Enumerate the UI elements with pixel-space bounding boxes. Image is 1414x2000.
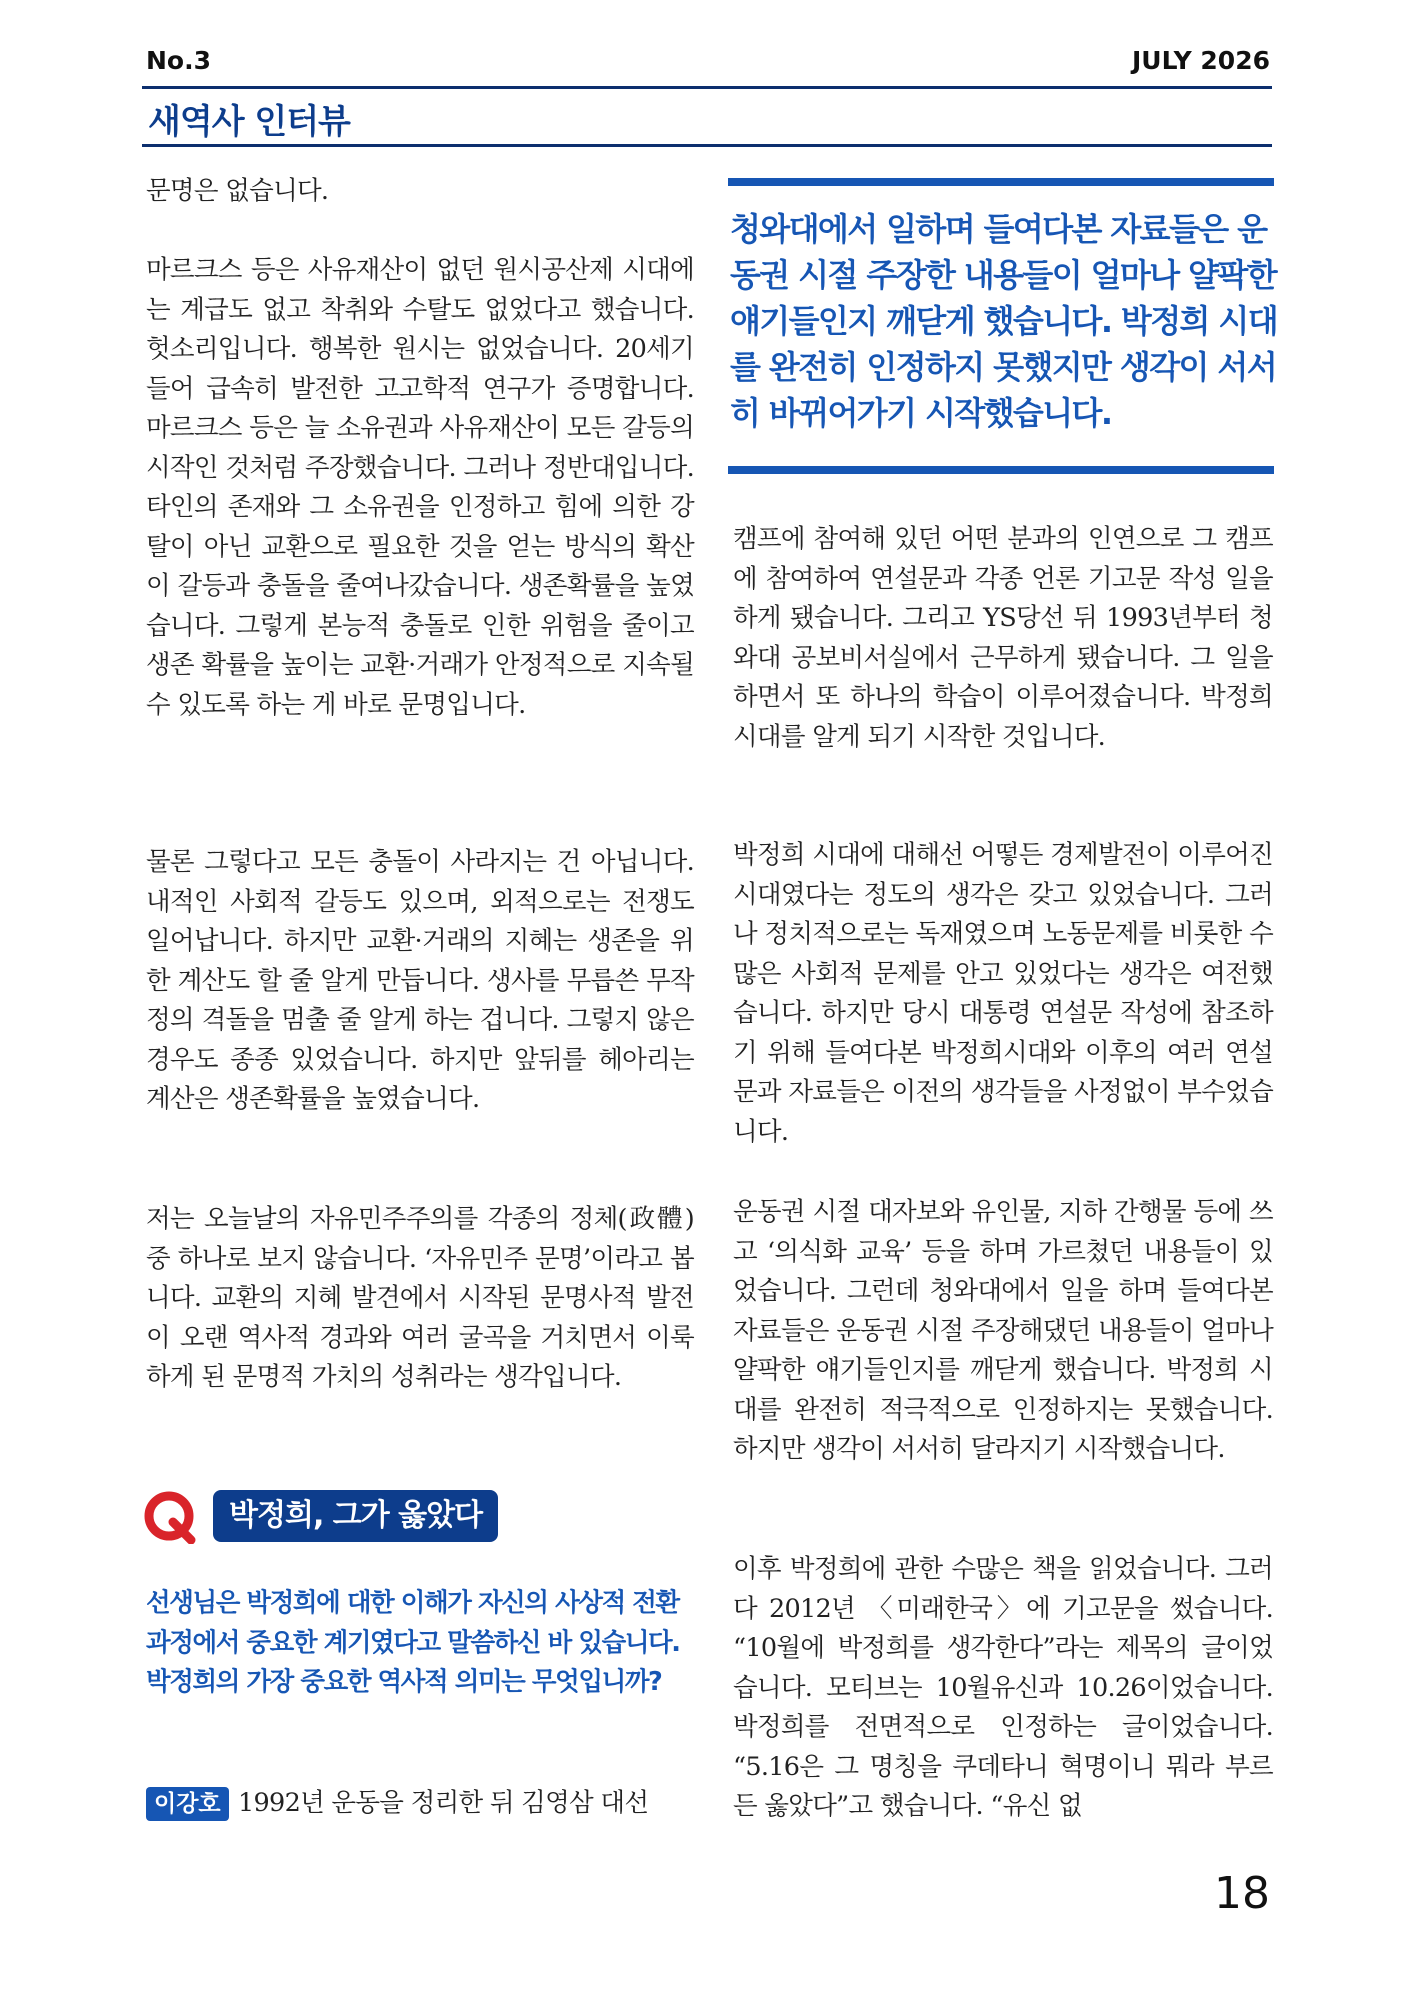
speaker-badge: 이강호 xyxy=(146,1787,229,1821)
question-heading: 박정희, 그가 옳았다 xyxy=(213,1490,498,1542)
left-paragraph-4: 저는 오늘날의 자유민주주의를 각종의 정체(政體) 중 하나로 보지 않습니다. ‘자유민주 문명’이라고 봅니다. 교환의 지혜 발견에서 시작된 문명사적 발전이 오랜 역사적 경과와 여러 굴곡을 거치면서 이룩하게 된 문명적 가치의 성취라는 생각입니다. xyxy=(146,1204,694,1392)
answer-text: 1992년 운동을 정리한 뒤 김영삼 대선 xyxy=(238,1788,649,1818)
left-paragraph-2: 마르크스 등은 사유재산이 없던 원시공산제 시대에는 계급도 없고 착취와 수탈도 없었다고 했습니다. 헛소리입니다. 행복한 원시는 없었습니다. 20세기 들어 급속히 발전한 고고학적 연구가 증명합니다. 마르크스 등은 늘 소유권과 사유재산이 모든 갈등의 시작인 것처럼 주장했습니다. 그러나 정반대입니다. 타인의 존재와 그 소유권을 인정하고 힘에 의한 강탈이 아닌 교환으로 필요한 것을 얻는 방식의 확산이 갈등과 충돌을 줄여나갔습니다. 생존확률을 높였습니다. 그렇게 본능적 충돌로 인한 위험을 줄이고 생존 확률을 높이는 교환·거래가 안정적으로 지속될 수 있도록 하는 게 바로 문명입니다. xyxy=(146,255,694,720)
section-rule xyxy=(142,144,1272,147)
left-paragraph-3: 물론 그렇다고 모든 충돌이 사라지는 건 아닙니다. 내적인 사회적 갈등도 있으며, 외적으로는 전쟁도 일어납니다. 하지만 교환·거래의 지혜는 생존을 위한 계산도 할 줄 알게 만듭니다. 생사를 무릅쓴 무작정의 격돌을 멈출 줄 알게 하는 겁니다. 그렇지 않은 경우도 종종 있었습니다. 하지만 앞뒤를 헤아리는 계산은 생존확률을 높였습니다. xyxy=(146,847,694,1114)
right-paragraph-2: 박정희 시대에 대해선 어떻든 경제발전이 이루어진 시대였다는 정도의 생각은 갖고 있었습니다. 그러나 정치적으로는 독재였으며 노동문제를 비롯한 수많은 사회적 문제를 안고 있었다는 생각은 여전했습니다. 하지만 당시 대통령 연설문 작성에 참조하기 위해 들여다본 박정희시대와 이후의 여러 연설문과 자료들은 이전의 생각들을 사정없이 부수었습니다. xyxy=(733,840,1273,1147)
header-rule xyxy=(142,86,1272,89)
section-title: 새역사 인터뷰 xyxy=(148,102,350,142)
left-paragraph-1: 문명은 없습니다. xyxy=(146,176,329,206)
pullquote-bottom-bar xyxy=(728,466,1274,474)
interview-question: 선생님은 박정희에 대한 이해가 자신의 사상적 전환 과정에서 중요한 계기였다고 말씀하신 바 있습니다. 박정희의 가장 중요한 역사적 의미는 무엇입니까? xyxy=(146,1588,680,1697)
page-number: 18 xyxy=(1214,1868,1270,1919)
right-paragraph-1: 캠프에 참여해 있던 어떤 분과의 인연으로 그 캠프에 참여하여 연설문과 각종 언론 기고문 작성 일을 하게 됐습니다. 그리고 YS당선 뒤 1993년부터 청와대 공보비서실에서 근무하게 됐습니다. 그 일을 하면서 또 하나의 학습이 이루어졌습니다. 박정희 시대를 알게 되기 시작한 것입니다. xyxy=(733,524,1273,752)
q-icon xyxy=(143,1490,197,1544)
issue-number: No.3 xyxy=(146,46,211,75)
issue-date: JULY 2026 xyxy=(1131,46,1270,75)
right-paragraph-4: 이후 박정희에 관한 수많은 책을 읽었습니다. 그러다 2012년 〈미래한국〉에 기고문을 썼습니다. “10월에 박정희를 생각한다”라는 제목의 글이었습니다. 모티브는 10월유신과 10.26이었습니다. 박정희를 전면적으로 인정하는 글이었습니다. “5.16은 그 명칭을 쿠데타니 혁명이니 뭐라 부르든 옳았다”고 했습니다. “유신 없 xyxy=(733,1554,1273,1821)
pullquote-top-bar xyxy=(728,178,1274,186)
pullquote: 청와대에서 일하며 들여다본 자료들은 운동권 시절 주장한 내용들이 얼마나 얄팍한 얘기들인지 깨닫게 했습니다. 박정희 시대를 완전히 인정하지 못했지만 생각이 서서히 바뀌어가기 시작했습니다. xyxy=(730,210,1278,432)
right-paragraph-3: 운동권 시절 대자보와 유인물, 지하 간행물 등에 쓰고 ‘의식화 교육’ 등을 하며 가르쳤던 내용들이 있었습니다. 그런데 청와대에서 일을 하며 들여다본 자료들은 운동권 시절 주장해댔던 내용들이 얼마나 얄팍한 얘기들인지를 깨닫게 했습니다. 박정희 시대를 완전히 적극적으로 인정하지는 못했습니다. 하지만 생각이 서서히 달라지기 시작했습니다. xyxy=(733,1197,1273,1464)
